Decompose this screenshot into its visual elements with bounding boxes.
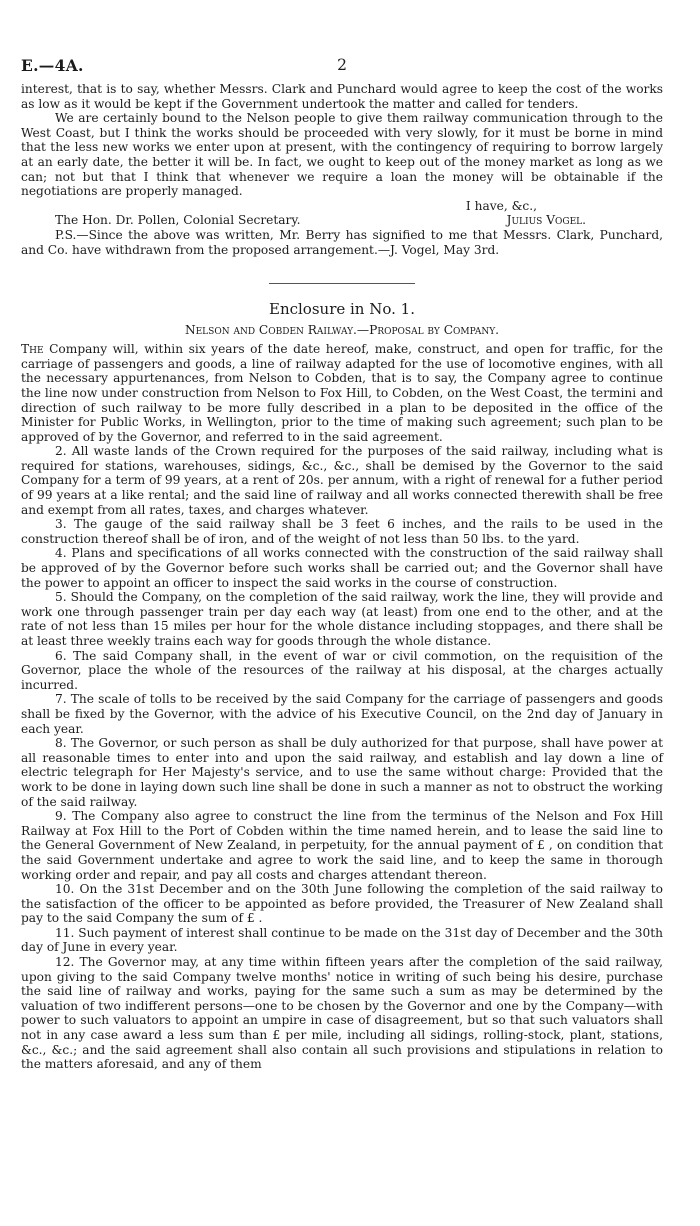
clause-3: 3. The gauge of the said railway shall be 3 feet 6 inches, and the rails to be used in the construction thereof shall be of iron, and of the weight of not less than 50 lbs. to the yard.: [21, 517, 663, 546]
opening-word: The: [21, 342, 44, 357]
clause-text: Company will, within six years of the date hereof, make, construct, and open for traffic, for the carriage of passengers and goods, a line of railway adapted for the use of locomotive engines, with all the necessary appurtenances, from Nelson to Cobden, that is to say, the Company agree to continue the line now under construction from Nelson to Fox Hill, to Cobden, on the West Coast, the termini and direction of such railway to be more fully described in a plan to be deposited in the office of the Minister for Public Works, in Wellington, prior to the time of making such agreement; such plan to be approved of by the Governor, and referred to in the said agreement.: [21, 342, 663, 444]
clause-5: 5. Should the Company, on the completion of the said railway, work the line, they will provide and work one through passenger train per day each way (at least) from one end to the other, and at the rate of not less than 15 miles per hour for the whole distance including stoppages, and there shall be at least three weekly trains each way for goods through the whole distance.: [21, 590, 663, 648]
clause-4: 4. Plans and specifications of all works connected with the construction of the said railway shall be approved of by the Governor before such works shall be carried out; and the Governor shall have the power to appoint an officer to inspect the said works in the course of construction.: [21, 546, 663, 590]
enclosure-title: Enclosure in No. 1.: [269, 300, 415, 319]
enclosure-subtitle: Nelson and Cobden Railway.—Proposal by Company.: [184, 323, 500, 338]
signature: Julius Vogel.: [506, 213, 586, 228]
letter-closing: I have, &c.,: [465, 198, 537, 213]
page-header: [21, 56, 663, 82]
clause-9: 9. The Company also agree to construct the line from the terminus of the Nelson and Fox Hill Railway at Fox Hill to the Port of Cobden within the time named herein, and to lease the said line to the General Government of New Zealand, in perpetuity, for the annual payment of £ , on condition that the said Government undertake and agree to work the said line, and to keep the same in thorough working order and repair, and pay all costs and charges attendant thereon.: [21, 809, 663, 882]
clause-11: 11. Such payment of interest shall continue to be made on the 31st day of December and the 30th day of June in every year.: [21, 925, 663, 955]
clause-12: 12. The Governor may, at any time within fifteen years after the completion of the said railway, upon giving to the said Company twelve months' notice in writing of such being his desire, purchase the said line of railway and works, paying for the same such a sum as may be determined by the valuation of two indifferent persons—one to be chosen by the Governor and one by the Company—with power to such valuators to appoint an umpire in case of disagreement, but so that such valuators shall not in any case award a less sum than £ per mile, including all sidings, rolling-stock, plant, stations, &c., &c.; and the said agreement shall also contain all such provisions and stipulations in relation to the matters aforesaid, and any of them: [21, 955, 663, 1072]
signature-line: [21, 213, 663, 228]
clause-8: 8. The Governor, or such person as shall be duly authorized for that purpose, shall have power at all reasonable times to enter into and upon the said railway, and establish and lay down a line of electric telegraph for Her Majesty's service, and to use the same without charge: Provided that the work to be done in laying down such line shall be done in such a manner as not to obstruct the working of the said railway.: [21, 736, 663, 809]
document-reference: E.—4A.: [21, 56, 84, 75]
clause-7: 7. The scale of tolls to be received by the said Company for the carriage of passengers and goods shall be fixed by the Governor, with the advice of his Executive Council, on the 2nd day of January in each year.: [21, 692, 663, 736]
addressee: The Hon. Dr. Pollen, Colonial Secretary.: [55, 213, 301, 228]
postscript: P.S.—Since the above was written, Mr. Berry has signified to me that Messrs. Clark, Punchard, and Co. have withdrawn from the proposed arrangement.—J. Vogel, May 3rd.: [21, 227, 663, 257]
letter-paragraph: interest, that is to say, whether Messrs. Clark and Punchard would agree to keep the cost of the works as low as it would be kept if the Government undertook the matter and called for tenders.: [21, 82, 663, 111]
clause-2: 2. All waste lands of the Crown required for the purposes of the said railway, including what is required for stations, warehouses, sidings, &c., &c., shall be demised by the Governor to the said Company for a term of 99 years, at a rent of 20s. per annum, with a right of renewal for a futher period of 99 years at a like rental; and the said line of railway and all works connected therewith shall be free and exempt from all rates, taxes, and charges whatever.: [21, 444, 663, 517]
clause-1: [21, 342, 663, 444]
letter-paragraph: We are certainly bound to the Nelson people to give them railway communication through to the West Coast, but I think the works should be proceeded with very slowly, for it must be borne in mind that the less new works we enter upon at present, with the contingency of requiring to borrow largely at an early date, the better it will be. In fact, we ought to keep out of the money market as long as we can; not but that I think that whenever we require a loan the money will be obtainable if the negotiations are properly managed.: [21, 111, 663, 199]
section-divider: [269, 283, 415, 284]
page-number: 2: [337, 56, 347, 74]
clause-10: 10. On the 31st December and on the 30th June following the completion of the said railway to the satisfaction of the officer to be appointed as before provided, the Treasurer of New Zealand shall pay to the said Company the sum of £ .: [21, 882, 663, 926]
clause-6: 6. The said Company shall, in the event of war or civil commotion, on the requisition of the Governor, place the whole of the resources of the railway at his disposal, at the charges actually incurred.: [21, 648, 663, 692]
